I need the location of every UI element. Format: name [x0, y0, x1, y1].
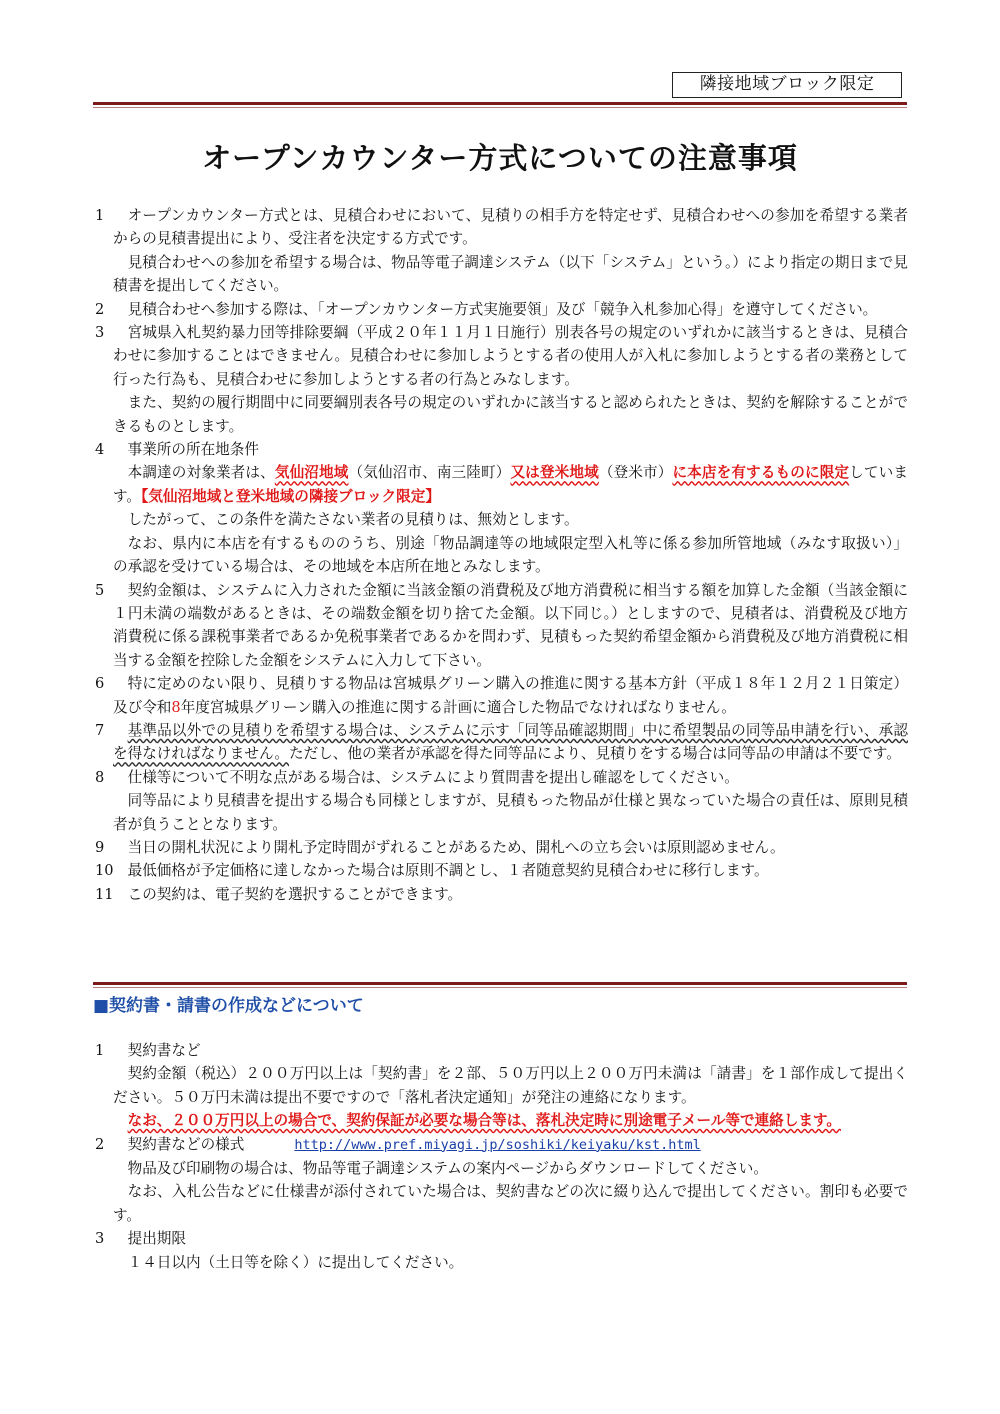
notice-item-2 [93, 298, 908, 321]
head-office-condition-end: 限定 [819, 464, 850, 482]
contract-section-heading: ■契約書・請書の作成などについて [93, 996, 364, 1016]
notice-item-6 [93, 672, 908, 719]
item-number: 4 [95, 441, 105, 459]
item-text: なお、県内に本店を有するもののうち、別途「物品調達等の地域限定型入札等に係る参加所管地域（みなす取扱い）」の承認を受けている場合は、その地域を本店所在地とみなします。 [113, 534, 908, 576]
notice-item-1 [93, 204, 908, 298]
item-text: したがって、この条件を満たさない業者の見積りは、無効とします。 [127, 511, 579, 529]
area-tome: 又は登米地域 [510, 464, 599, 482]
item-text: 見積合わせへの参加を希望する場合は、物品等電子調達システム（以下「システム」という。）により指定の期日まで見積書を提出してください。 [113, 253, 908, 295]
notice-item-8 [93, 766, 908, 836]
item-number: 7 [95, 721, 105, 739]
item-number: 3 [95, 1230, 105, 1248]
location-condition [113, 461, 908, 508]
item-text: オープンカウンター方式とは、見積合わせにおいて、見積りの相手方を特定せず、見積合わせへの参加を希望する業者からの見積書提出により、受注者を決定する方式です。 [113, 207, 908, 248]
equivalent-product-text [113, 719, 908, 766]
page-title: オープンカウンター方式についての注意事項 [202, 141, 798, 175]
item-text: 見積合わせへ参加する際は、「オープンカウンター方式実施要領」及び「競争入札参加心得」を遵守してください。 [127, 300, 878, 318]
item-heading: 契約書などの様式 [127, 1135, 245, 1153]
green-purchase-text [113, 672, 908, 719]
item-text: 宮城県入札契約暴力団等排除要綱（平成２０年１１月１日施行）別表各号の規定のいずれかに該当するときは、見積合わせに参加することはできません。見積合わせに参加しようとする者の使用人が入札に参加しようとする者の業務として行った行為も、見積合わせに参加しようとする者の行為とみなします。 [113, 324, 908, 388]
item-number: 5 [95, 581, 105, 599]
item-text: 同等品により見積書を提出する場合も同様としますが、見積もった物品が仕様と異なっていた場合の責任は、原則見積者が負うこととなります。 [113, 792, 908, 833]
section-rule [93, 982, 907, 985]
item-text: 仕様等について不明な点がある場合は、システムにより質問書を提出し確認をしてください。 [127, 768, 739, 786]
item-number: 8 [95, 768, 105, 786]
notice-item-9 [93, 836, 908, 859]
item-number: 1 [95, 207, 105, 224]
contract-item-2 [93, 1133, 908, 1228]
header-rule-thin [93, 107, 907, 108]
contract-item-1 [93, 1039, 908, 1133]
notice-item-5 [93, 579, 908, 673]
notice-list [93, 204, 908, 906]
notice-item-10 [93, 859, 908, 882]
section-rule-thin [93, 987, 907, 988]
region-limit-badge: 隣接地域ブロック限定 [672, 72, 902, 98]
item-text: この契約は、電子契約を選択することができます。 [127, 885, 463, 903]
item-text: しています。 [113, 464, 908, 505]
fiscal-year-number: 8 [171, 698, 181, 716]
item-text: １４日以内（土日等を除く）に提出してください。 [127, 1253, 464, 1271]
contract-item-3 [93, 1227, 908, 1274]
item-text: ただし、他の業者が承認を得た同等品により、見積りをする場合は同等品の申請は不要です。 [289, 745, 901, 763]
item-text: 当日の開札状況により開札予定時間がずれることがあるため、開札への立ち会いは原則認めません。 [127, 838, 785, 856]
adjacent-block-note: 【気仙沼地域と登米地域の隣接ブロック限定】 [141, 487, 440, 505]
item-number: 2 [95, 1135, 105, 1153]
item-heading: 提出期限 [127, 1230, 186, 1248]
item-number: 2 [95, 300, 105, 318]
notice-item-11 [93, 883, 908, 906]
item-text: 特に定めのない限り、見積りする物品は宮城県グリーン購入の推進に関する基本方針（平成１８年１２月２１日策定）及び令和 [113, 675, 908, 716]
area-kesennuma: 気仙沼地域 [274, 464, 349, 482]
item-text: なお、入札公告などに仕様書が添付されていた場合は、契約書などの次に綴り込んで提出してください。割印も必要です。 [113, 1183, 908, 1224]
item-number: 10 [95, 862, 114, 880]
head-office-condition: に本店を有するものに [672, 464, 820, 482]
item-number: 3 [95, 324, 105, 342]
notice-item-3 [93, 321, 908, 438]
item-number: 11 [95, 885, 114, 903]
item-text: 最低価格が予定価格に達しなかった場合は原則不調とし、１者随意契約見積合わせに移行します。 [127, 862, 769, 880]
contract-list [93, 1039, 908, 1274]
item-number: 9 [95, 838, 105, 856]
notice-item-4 [93, 438, 908, 578]
item-text: （気仙沼市、南三陸町） [348, 464, 511, 482]
item-text: 本調達の対象業者は、 [127, 464, 275, 482]
notice-item-7 [93, 719, 908, 766]
item-text: 年度宮城県グリーン購入の推進に関する計画に適合した物品でなければなりません。 [180, 698, 736, 716]
item-text: また、契約の履行期間中に同要綱別表各号の規定のいずれかに該当すると認められたときは、契約を解除することができるものとします。 [113, 394, 908, 435]
item-heading: 契約書など [127, 1042, 201, 1059]
form-heading-line [113, 1133, 908, 1157]
header-rule [93, 102, 907, 105]
item-number: 6 [95, 675, 105, 693]
item-text: （登米市） [598, 464, 673, 482]
contract-guarantee-note: なお、２００万円以上の場合で、契約保証が必要な場合等は、落札決定時に別途電子メール等で連絡します。 [127, 1112, 841, 1130]
item-text: 物品及び印刷物の場合は、物品等電子調達システムの案内ページからダウンロードしてください。 [127, 1160, 768, 1178]
contract-forms-link[interactable]: http://www.pref.miyagi.jp/soshiki/keiyaku/kst.html [294, 1136, 701, 1153]
item-text: 契約金額は、システムに入力された金額に当該金額の消費税及び地方消費税に相当する額を加算した金額（当該金額に１円未満の端数があるときは、その端数金額を切り捨てた金額。以下同じ。）としますので、見積者は、消費税及び地方消費税に係る課税事業者であるか免税事業者であるかを問わず、見積もった契約希望金額から消費税及び地方消費税に相当する金額を控除した金額をシステムに入力して下さい。 [113, 581, 908, 669]
equivalent-application-note: 基準品以外での見積りを希望する場合は、システムに示す「同等品確認期間」中に希望製品の同等品申請を行い、承認を得なければなりません。 [113, 721, 908, 763]
item-heading: 事業所の所在地条件 [127, 441, 259, 459]
item-text: 契約金額（税込）２００万円以上は「契約書」を２部、５０万円以上２００万円未満は「請書」を１部作成して提出ください。５０万円未満は提出不要ですので「落札者決定通知」が発注の連絡になります。 [113, 1065, 908, 1106]
item-number: 1 [95, 1042, 105, 1059]
